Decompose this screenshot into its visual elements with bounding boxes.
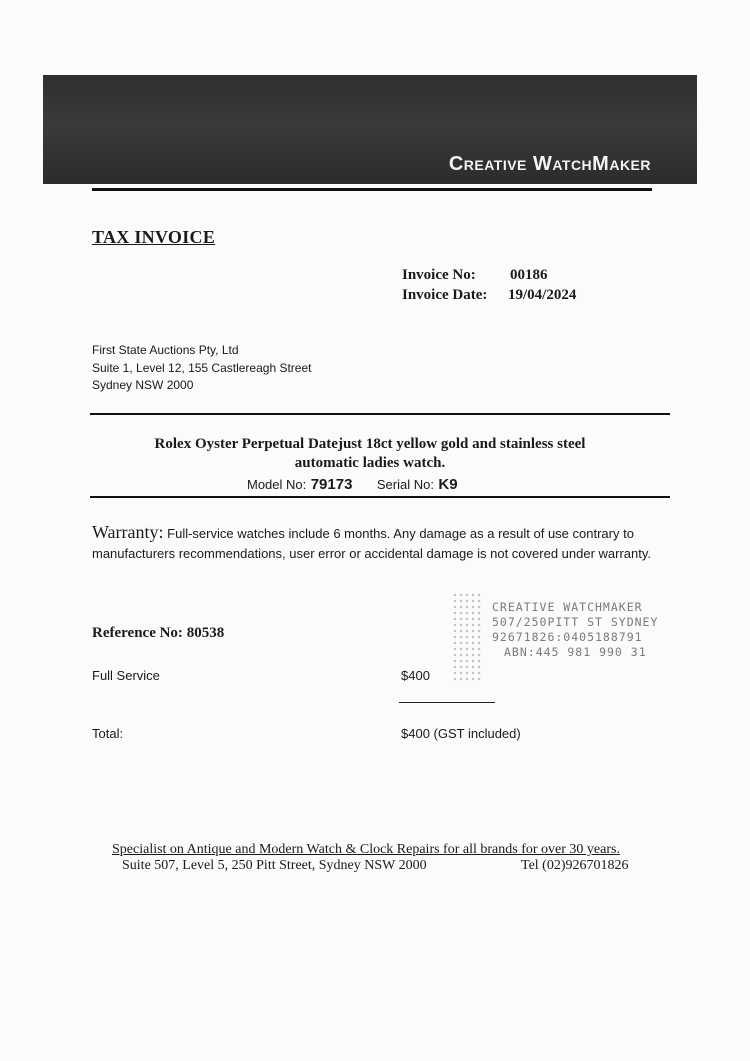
warranty-section (92, 522, 672, 564)
invoice-date-label: Invoice Date: (402, 287, 488, 303)
product-description (100, 435, 640, 473)
billing-street: Suite 1, Level 12, 155 Castlereagh Street (92, 361, 312, 375)
serial-label: Serial No: (376, 477, 434, 492)
billing-name: First State Auctions Pty, Ltd (92, 343, 239, 357)
model-serial-line (247, 476, 458, 494)
stamp-line: 92671826:0405188791 (492, 630, 643, 644)
service-amount: $400 (401, 668, 430, 683)
company-logo-text: Creative WatchMaker (448, 153, 651, 175)
product-description-line: Rolex Oyster Perpetual Datejust 18ct yellow gold and stainless steel (154, 436, 586, 452)
reference-label: Reference No: (92, 625, 183, 641)
header-banner (43, 75, 697, 184)
warranty-text: Full-service watches include 6 months. Any damage as a result of use contrary to manufacturers recommendations, user error or accidental damage is not covered under warranty. (92, 526, 652, 561)
stamp-line: ABN:445 981 990 31 (504, 645, 647, 659)
stamp-line: CREATIVE WATCHMAKER (492, 600, 643, 614)
serial-number: K9 (438, 476, 458, 493)
invoice-number-label: Invoice No: (402, 267, 476, 283)
invoice-date: 19/04/2024 (508, 287, 577, 303)
footer-address: Suite 507, Level 5, 250 Pitt Street, Sydney NSW 2000 (122, 858, 427, 873)
total-amount: $400 (GST included) (401, 726, 521, 741)
document-title: TAX INVOICE (92, 227, 216, 247)
model-number: 79173 (310, 476, 353, 493)
reference-number: 80538 (186, 625, 225, 641)
company-stamp (492, 600, 667, 660)
invoice-number: 00186 (510, 267, 548, 283)
service-label: Full Service (92, 668, 160, 683)
model-label: Model No: (247, 477, 307, 492)
item-top-divider (90, 413, 670, 415)
footer-specialist: Specialist on Antique and Modern Watch & Clock Repairs for all brands for over 30 years. (112, 842, 620, 857)
stamp-line: 507/250PITT ST SYDNEY (492, 615, 659, 629)
subtotal-divider (399, 702, 495, 703)
billing-city: Sydney NSW 2000 (92, 378, 194, 392)
total-label: Total: (92, 726, 124, 741)
stamp-dots (452, 592, 482, 682)
product-description-line: automatic ladies watch. (294, 455, 446, 471)
item-bottom-divider (90, 496, 670, 498)
reference-number-block (92, 625, 224, 642)
header-divider (92, 188, 652, 191)
footer-phone: Tel (02)926701826 (521, 858, 629, 873)
warranty-label: Warranty: (92, 522, 164, 542)
